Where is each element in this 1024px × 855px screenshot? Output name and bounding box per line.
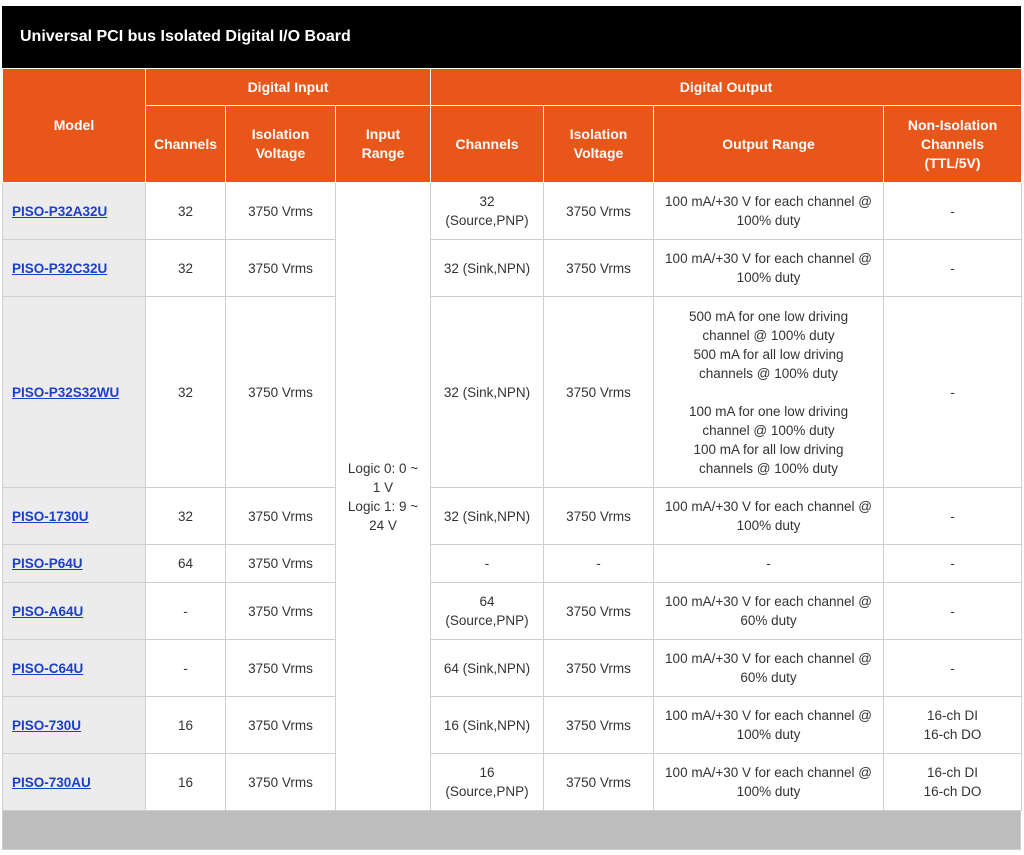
output-range-cell: 100 mA/+30 V for each channel @ 100% duty [654,697,884,754]
di-channels-cell: 16 [146,697,226,754]
product-comparison-table [2,68,1022,811]
non-isolation-cell: - [884,488,1022,545]
output-range-cell: 100 mA/+30 V for each channel @ 60% duty [654,640,884,697]
model-link[interactable]: PISO-A64U [12,603,84,619]
di-isolation-cell: 3750 Vrms [226,583,336,640]
table-row [3,488,1022,545]
di-isolation-cell: 3750 Vrms [226,697,336,754]
non-isolation-cell: 16-ch DI 16-ch DO [884,697,1022,754]
do-channels-cell: 32 (Sink,NPN) [431,488,544,545]
header-do-isolation-voltage: Isolation Voltage [544,106,654,183]
di-channels-cell: 32 [146,488,226,545]
di-isolation-cell: 3750 Vrms [226,488,336,545]
do-isolation-cell: 3750 Vrms [544,754,654,811]
model-link[interactable]: PISO-1730U [12,508,89,524]
output-range-cell: 100 mA/+30 V for each channel @ 100% duty [654,183,884,240]
table-row [3,697,1022,754]
table-row [3,297,1022,488]
model-cell [3,697,146,754]
di-channels-cell: 16 [146,754,226,811]
input-range-cell: Logic 0: 0 ~ 1 V Logic 1: 9 ~ 24 V [336,183,431,811]
do-isolation-cell: 3750 Vrms [544,697,654,754]
model-cell [3,583,146,640]
output-range-cell: 100 mA/+30 V for each channel @ 100% duty [654,240,884,297]
table-header [3,69,1022,183]
model-cell [3,488,146,545]
do-isolation-cell: - [544,545,654,583]
non-isolation-cell: - [884,545,1022,583]
model-link[interactable]: PISO-C64U [12,660,84,676]
table-row [3,640,1022,697]
output-range-cell: 100 mA/+30 V for each channel @ 100% duty [654,488,884,545]
product-table-panel [2,6,1021,852]
do-channels-cell: 64 (Sink,NPN) [431,640,544,697]
di-isolation-cell: 3750 Vrms [226,754,336,811]
output-range-cell: 100 mA/+30 V for each channel @ 60% duty [654,583,884,640]
header-non-isolation-channels: Non-Isolation Channels (TTL/5V) [884,106,1022,183]
model-link[interactable]: PISO-730U [12,717,82,733]
header-digital-output: Digital Output [431,69,1022,106]
di-channels-cell: 32 [146,183,226,240]
model-link[interactable]: PISO-730AU [12,774,91,790]
do-isolation-cell: 3750 Vrms [544,583,654,640]
di-channels-cell: 32 [146,297,226,488]
table-row [3,183,1022,240]
header-input-range: Input Range [336,106,431,183]
non-isolation-cell: - [884,640,1022,697]
do-isolation-cell: 3750 Vrms [544,488,654,545]
model-link[interactable]: PISO-P64U [12,556,83,571]
table-title: Universal PCI bus Isolated Digital I/O Board [2,6,1021,68]
output-range-cell: 500 mA for one low driving channel @ 100% duty 500 mA for all low driving channels @ 100% duty 100 mA for one low driving channel @ 100% duty 100 mA for all low driving channels @ 100% duty [654,297,884,488]
do-channels-cell: 32 (Sink,NPN) [431,240,544,297]
do-channels-cell: 16 (Source,PNP) [431,754,544,811]
table-row [3,754,1022,811]
header-model: Model [3,69,146,183]
model-link[interactable]: PISO-P32C32U [12,260,108,276]
di-channels-cell: 32 [146,240,226,297]
header-digital-input: Digital Input [146,69,431,106]
do-isolation-cell: 3750 Vrms [544,640,654,697]
model-cell [3,754,146,811]
model-cell [3,640,146,697]
do-channels-cell: 32 (Sink,NPN) [431,297,544,488]
table-row [3,545,1022,583]
do-channels-cell: 64 (Source,PNP) [431,583,544,640]
do-channels-cell: - [431,545,544,583]
output-range-cell: 100 mA/+30 V for each channel @ 100% duty [654,754,884,811]
do-isolation-cell: 3750 Vrms [544,183,654,240]
non-isolation-cell: - [884,583,1022,640]
table-row [3,240,1022,297]
di-isolation-cell: 3750 Vrms [226,545,336,583]
header-di-isolation-voltage: Isolation Voltage [226,106,336,183]
header-do-channels: Channels [431,106,544,183]
di-isolation-cell: 3750 Vrms [226,297,336,488]
di-isolation-cell: 3750 Vrms [226,183,336,240]
do-isolation-cell: 3750 Vrms [544,240,654,297]
model-link[interactable]: PISO-P32S32WU [12,384,120,400]
header-output-range: Output Range [654,106,884,183]
do-isolation-cell: 3750 Vrms [544,297,654,488]
model-cell [3,183,146,240]
do-channels-cell: 16 (Sink,NPN) [431,697,544,754]
model-cell [3,297,146,488]
non-isolation-cell: - [884,183,1022,240]
model-link[interactable]: PISO-P32A32U [12,203,108,219]
di-channels-cell: 64 [146,545,226,583]
di-channels-cell: - [146,640,226,697]
non-isolation-cell: - [884,240,1022,297]
table-row [3,583,1022,640]
header-di-channels: Channels [146,106,226,183]
table-footer [2,811,1021,850]
non-isolation-cell: 16-ch DI 16-ch DO [884,754,1022,811]
di-isolation-cell: 3750 Vrms [226,240,336,297]
do-channels-cell: 32 (Source,PNP) [431,183,544,240]
model-cell [3,545,146,583]
table-body [3,183,1022,811]
di-isolation-cell: 3750 Vrms [226,640,336,697]
model-cell [3,240,146,297]
non-isolation-cell: - [884,297,1022,488]
di-channels-cell: - [146,583,226,640]
output-range-cell: - [654,545,884,583]
